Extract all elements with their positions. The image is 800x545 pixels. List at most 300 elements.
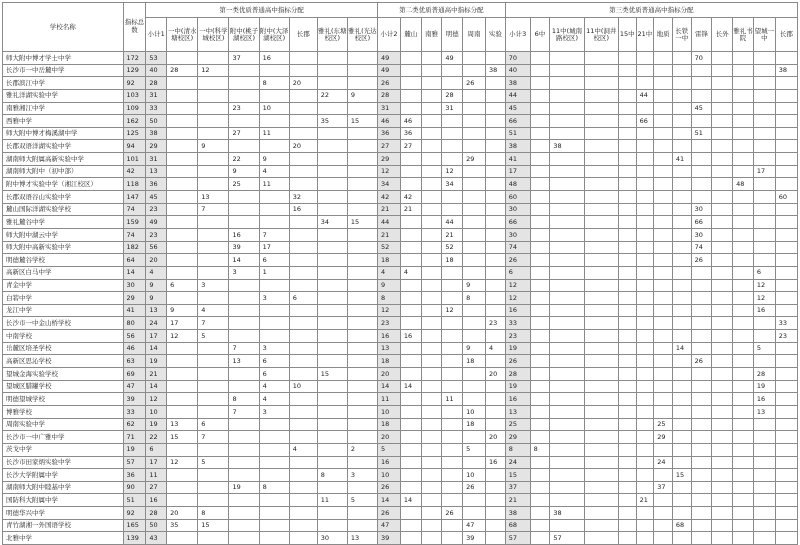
quota-cell: [485, 228, 505, 241]
quota-cell: [672, 494, 691, 507]
quota-cell: 62: [123, 418, 146, 431]
quota-cell: [198, 342, 229, 355]
quota-cell: [733, 165, 754, 178]
column-header: 麓山: [400, 18, 421, 52]
school-name-cell: 北雅中学: [3, 532, 124, 545]
quota-cell: 13: [146, 165, 167, 178]
quota-cell: [753, 127, 775, 140]
quota-cell: [259, 64, 289, 77]
school-name-cell: 茨戈中学: [3, 443, 124, 456]
quota-cell: 28: [753, 368, 775, 381]
quota-cell: 46: [377, 115, 400, 128]
column-header: 长铁一中: [672, 18, 691, 52]
quota-cell: 6: [289, 292, 317, 305]
quota-cell: [229, 191, 259, 204]
quota-cell: [198, 532, 229, 545]
quota-cell: 7: [198, 431, 229, 444]
quota-cell: [636, 191, 654, 204]
quota-cell: 26: [442, 507, 463, 520]
school-name-cell: 西雅中学: [3, 115, 124, 128]
quota-cell: [317, 507, 347, 520]
quota-cell: [289, 52, 317, 65]
quota-cell: 20: [167, 507, 198, 520]
quota-cell: 16: [146, 494, 167, 507]
quota-cell: [442, 342, 463, 355]
quota-cell: [654, 304, 673, 317]
quota-cell: [347, 254, 377, 267]
quota-cell: 13: [198, 191, 229, 204]
quota-cell: [733, 519, 754, 532]
quota-cell: [618, 216, 636, 229]
table-row: [3, 153, 798, 166]
quota-cell: [167, 140, 198, 153]
quota-cell: [463, 228, 486, 241]
quota-cell: [485, 330, 505, 343]
quota-cell: [672, 254, 691, 267]
quota-cell: 31: [442, 102, 463, 115]
quota-cell: 16: [259, 52, 289, 65]
quota-cell: [636, 140, 654, 153]
quota-cell: [618, 519, 636, 532]
quota-cell: 7: [198, 317, 229, 330]
quota-cell: [654, 279, 673, 292]
quota-cell: 25: [505, 418, 530, 431]
quota-cell: [317, 52, 347, 65]
quota-cell: [485, 241, 505, 254]
quota-cell: [198, 89, 229, 102]
quota-cell: [550, 368, 584, 381]
quota-cell: [654, 494, 673, 507]
quota-cell: [167, 443, 198, 456]
quota-cell: [733, 266, 754, 279]
quota-cell: 2: [347, 443, 377, 456]
quota-cell: 66: [505, 216, 530, 229]
quota-cell: [229, 317, 259, 330]
quota-cell: [775, 494, 797, 507]
quota-cell: 38: [485, 64, 505, 77]
quota-cell: [712, 254, 733, 267]
quota-cell: 12: [442, 165, 463, 178]
quota-cell: [442, 279, 463, 292]
quota-cell: 12: [753, 279, 775, 292]
quota-cell: [421, 330, 442, 343]
quota-cell: 41: [672, 153, 691, 166]
table-row: [3, 330, 798, 343]
table-row: [3, 203, 798, 216]
quota-cell: [400, 52, 421, 65]
quota-cell: [584, 254, 618, 267]
column-header: 15中: [618, 18, 636, 52]
quota-cell: 19: [146, 355, 167, 368]
quota-cell: [463, 52, 486, 65]
quota-cell: 8: [229, 393, 259, 406]
quota-cell: 182: [123, 241, 146, 254]
quota-cell: [733, 140, 754, 153]
quota-cell: 6: [167, 279, 198, 292]
quota-cell: 10: [146, 405, 167, 418]
school-name-cell: 白箬中学: [3, 292, 124, 305]
quota-cell: [347, 52, 377, 65]
school-name-cell: 湖南师大附中睦基中学: [3, 481, 124, 494]
quota-cell: [584, 393, 618, 406]
quota-cell: [421, 165, 442, 178]
quota-cell: [421, 140, 442, 153]
quota-cell: [618, 279, 636, 292]
quota-cell: [485, 469, 505, 482]
quota-cell: [712, 469, 733, 482]
quota-cell: 53: [146, 52, 167, 65]
quota-cell: 8: [259, 481, 289, 494]
quota-cell: [733, 102, 754, 115]
quota-cell: [775, 368, 797, 381]
quota-cell: [753, 481, 775, 494]
quota-cell: [229, 304, 259, 317]
quota-cell: [530, 532, 550, 545]
quota-cell: [198, 228, 229, 241]
quota-cell: 13: [167, 418, 198, 431]
quota-cell: [167, 355, 198, 368]
quota-cell: [753, 115, 775, 128]
quota-cell: [289, 115, 317, 128]
quota-cell: [550, 279, 584, 292]
quota-cell: [618, 418, 636, 431]
quota-cell: [712, 52, 733, 65]
quota-cell: [198, 216, 229, 229]
quota-cell: [733, 191, 754, 204]
quota-cell: 39: [377, 532, 400, 545]
school-name-cell: 师大附中高新实验中学: [3, 241, 124, 254]
quota-cell: 39: [229, 241, 259, 254]
quota-cell: [530, 140, 550, 153]
quota-cell: [167, 494, 198, 507]
quota-cell: [775, 89, 797, 102]
quota-cell: [636, 165, 654, 178]
quota-cell: [775, 127, 797, 140]
quota-cell: [400, 153, 421, 166]
quota-cell: 23: [229, 102, 259, 115]
quota-cell: [289, 64, 317, 77]
quota-cell: [463, 64, 486, 77]
quota-cell: [167, 266, 198, 279]
quota-cell: 22: [146, 431, 167, 444]
column-header: 明德: [442, 18, 463, 52]
quota-cell: 6: [753, 266, 775, 279]
quota-cell: [654, 355, 673, 368]
quota-cell: [400, 292, 421, 305]
quota-cell: [530, 418, 550, 431]
quota-cell: [530, 64, 550, 77]
table-row: [3, 216, 798, 229]
quota-cell: [618, 64, 636, 77]
quota-cell: 23: [485, 317, 505, 330]
quota-cell: [421, 216, 442, 229]
quota-cell: [400, 431, 421, 444]
quota-cell: [421, 178, 442, 191]
quota-cell: [289, 481, 317, 494]
quota-cell: 12: [505, 292, 530, 305]
quota-cell: [198, 102, 229, 115]
quota-cell: [775, 178, 797, 191]
quota-cell: 25: [229, 178, 259, 191]
quota-cell: 40: [505, 64, 530, 77]
quota-cell: [550, 405, 584, 418]
quota-cell: [485, 304, 505, 317]
quota-cell: [421, 481, 442, 494]
quota-cell: [775, 115, 797, 128]
quota-cell: [347, 165, 377, 178]
quota-cell: 44: [442, 216, 463, 229]
quota-cell: 31: [146, 89, 167, 102]
quota-cell: 9: [146, 292, 167, 305]
quota-cell: 49: [377, 52, 400, 65]
quota-cell: 28: [505, 368, 530, 381]
quota-cell: [259, 443, 289, 456]
quota-cell: 9: [377, 279, 400, 292]
quota-cell: [442, 115, 463, 128]
quota-cell: [229, 443, 259, 456]
quota-cell: [550, 443, 584, 456]
quota-cell: 41: [505, 153, 530, 166]
school-name-cell: 明德麓谷学校: [3, 254, 124, 267]
quota-cell: [712, 443, 733, 456]
quota-cell: [775, 140, 797, 153]
quota-cell: [550, 115, 584, 128]
quota-cell: 109: [123, 102, 146, 115]
quota-cell: 15: [347, 115, 377, 128]
quota-cell: [712, 481, 733, 494]
quota-cell: 38: [146, 127, 167, 140]
table-body: [3, 52, 798, 545]
quota-cell: [463, 115, 486, 128]
quota-cell: [421, 469, 442, 482]
quota-cell: 12: [377, 304, 400, 317]
quota-cell: 60: [505, 191, 530, 204]
quota-cell: 165: [123, 519, 146, 532]
quota-cell: [712, 266, 733, 279]
quota-cell: [198, 77, 229, 90]
quota-cell: [317, 77, 347, 90]
quota-cell: [691, 178, 712, 191]
quota-cell: [463, 178, 486, 191]
quota-cell: [636, 241, 654, 254]
quota-cell: 49: [442, 52, 463, 65]
quota-cell: [530, 115, 550, 128]
quota-cell: [289, 254, 317, 267]
quota-cell: 66: [505, 115, 530, 128]
quota-cell: [289, 317, 317, 330]
quota-cell: 19: [229, 481, 259, 494]
quota-cell: [775, 469, 797, 482]
quota-cell: [259, 330, 289, 343]
quota-cell: 34: [377, 178, 400, 191]
quota-cell: [584, 279, 618, 292]
quota-cell: [485, 52, 505, 65]
quota-cell: 21: [377, 203, 400, 216]
quota-cell: [753, 241, 775, 254]
school-name-cell: 湖南师大附属高新实验中学: [3, 153, 124, 166]
quota-cell: 64: [123, 254, 146, 267]
quota-cell: [167, 77, 198, 90]
quota-cell: [485, 203, 505, 216]
quota-cell: [618, 494, 636, 507]
quota-cell: [712, 304, 733, 317]
quota-cell: [289, 304, 317, 317]
quota-cell: [584, 418, 618, 431]
quota-cell: 10: [377, 469, 400, 482]
quota-cell: [733, 380, 754, 393]
quota-cell: [753, 494, 775, 507]
quota-cell: [775, 254, 797, 267]
school-name-cell: 南雅湘江中学: [3, 102, 124, 115]
quota-cell: [167, 241, 198, 254]
quota-cell: [550, 254, 584, 267]
quota-cell: 14: [123, 266, 146, 279]
quota-cell: 5: [377, 443, 400, 456]
quota-cell: [317, 102, 347, 115]
quota-cell: 5: [463, 443, 486, 456]
quota-cell: [775, 418, 797, 431]
quota-cell: [530, 77, 550, 90]
quota-cell: [691, 317, 712, 330]
quota-cell: 25: [654, 418, 673, 431]
quota-cell: [530, 241, 550, 254]
quota-cell: [654, 241, 673, 254]
quota-cell: [654, 203, 673, 216]
quota-cell: [421, 342, 442, 355]
quota-cell: [584, 481, 618, 494]
quota-cell: [672, 279, 691, 292]
school-name-cell: 青竹湖湘一外国语学校: [3, 519, 124, 532]
quota-cell: 37: [229, 52, 259, 65]
quota-cell: [289, 418, 317, 431]
quota-cell: [712, 127, 733, 140]
quota-cell: [485, 519, 505, 532]
quota-cell: [167, 254, 198, 267]
quota-cell: [317, 355, 347, 368]
quota-cell: 66: [636, 115, 654, 128]
quota-cell: [167, 532, 198, 545]
quota-cell: 44: [377, 216, 400, 229]
quota-cell: [636, 216, 654, 229]
quota-cell: [259, 89, 289, 102]
column-header: 小计1: [146, 18, 167, 52]
quota-cell: [712, 153, 733, 166]
quota-cell: [654, 443, 673, 456]
quota-cell: [317, 203, 347, 216]
quota-cell: [584, 368, 618, 381]
quota-cell: 11: [259, 127, 289, 140]
quota-cell: 9: [347, 89, 377, 102]
quota-cell: [485, 266, 505, 279]
quota-cell: [530, 380, 550, 393]
quota-cell: 15: [347, 216, 377, 229]
quota-cell: 33: [146, 102, 167, 115]
quota-cell: [654, 77, 673, 90]
quota-cell: [584, 228, 618, 241]
quota-cell: [289, 405, 317, 418]
quota-cell: [753, 330, 775, 343]
quota-cell: [530, 127, 550, 140]
quota-cell: 74: [123, 203, 146, 216]
quota-cell: 172: [123, 52, 146, 65]
quota-cell: [167, 52, 198, 65]
quota-cell: [691, 380, 712, 393]
quota-cell: [654, 405, 673, 418]
quota-cell: 13: [505, 405, 530, 418]
quota-cell: 42: [400, 191, 421, 204]
quota-cell: [550, 355, 584, 368]
quota-cell: 16: [505, 304, 530, 317]
quota-cell: [347, 266, 377, 279]
quota-cell: 19: [753, 380, 775, 393]
quota-cell: [289, 393, 317, 406]
quota-cell: 12: [442, 304, 463, 317]
quota-cell: [530, 330, 550, 343]
quota-cell: 14: [229, 254, 259, 267]
quota-cell: [421, 393, 442, 406]
quota-cell: [775, 77, 797, 90]
quota-cell: 10: [377, 405, 400, 418]
quota-cell: [442, 203, 463, 216]
quota-cell: [654, 64, 673, 77]
table-row: [3, 89, 798, 102]
quota-cell: [636, 342, 654, 355]
quota-cell: [289, 266, 317, 279]
quota-cell: 50: [146, 519, 167, 532]
quota-cell: [259, 304, 289, 317]
quota-cell: 26: [377, 481, 400, 494]
quota-cell: [733, 127, 754, 140]
quota-cell: [530, 342, 550, 355]
quota-cell: 4: [400, 266, 421, 279]
quota-cell: 35: [317, 115, 347, 128]
quota-cell: [259, 317, 289, 330]
quota-cell: [167, 228, 198, 241]
quota-cell: [636, 355, 654, 368]
quota-cell: [753, 469, 775, 482]
quota-cell: [753, 456, 775, 469]
quota-cell: [400, 532, 421, 545]
quota-cell: [421, 241, 442, 254]
quota-cell: [347, 519, 377, 532]
quota-cell: [421, 456, 442, 469]
quota-cell: [198, 165, 229, 178]
quota-cell: [530, 266, 550, 279]
quota-cell: [636, 330, 654, 343]
quota-cell: [733, 304, 754, 317]
quota-cell: 16: [753, 304, 775, 317]
quota-cell: [654, 317, 673, 330]
quota-cell: 6: [259, 355, 289, 368]
quota-cell: [485, 380, 505, 393]
quota-cell: 6: [259, 368, 289, 381]
quota-cell: [753, 443, 775, 456]
quota-cell: [584, 241, 618, 254]
quota-cell: [229, 507, 259, 520]
quota-cell: [229, 115, 259, 128]
quota-cell: [485, 153, 505, 166]
quota-cell: 7: [198, 203, 229, 216]
quota-cell: [347, 355, 377, 368]
quota-cell: [550, 469, 584, 482]
quota-cell: 20: [289, 77, 317, 90]
quota-cell: 18: [377, 355, 400, 368]
quota-cell: [618, 380, 636, 393]
quota-cell: [775, 519, 797, 532]
group3-header: 第三类优质普通高中指标分配: [505, 3, 797, 18]
quota-cell: [259, 431, 289, 444]
quota-cell: [463, 127, 486, 140]
